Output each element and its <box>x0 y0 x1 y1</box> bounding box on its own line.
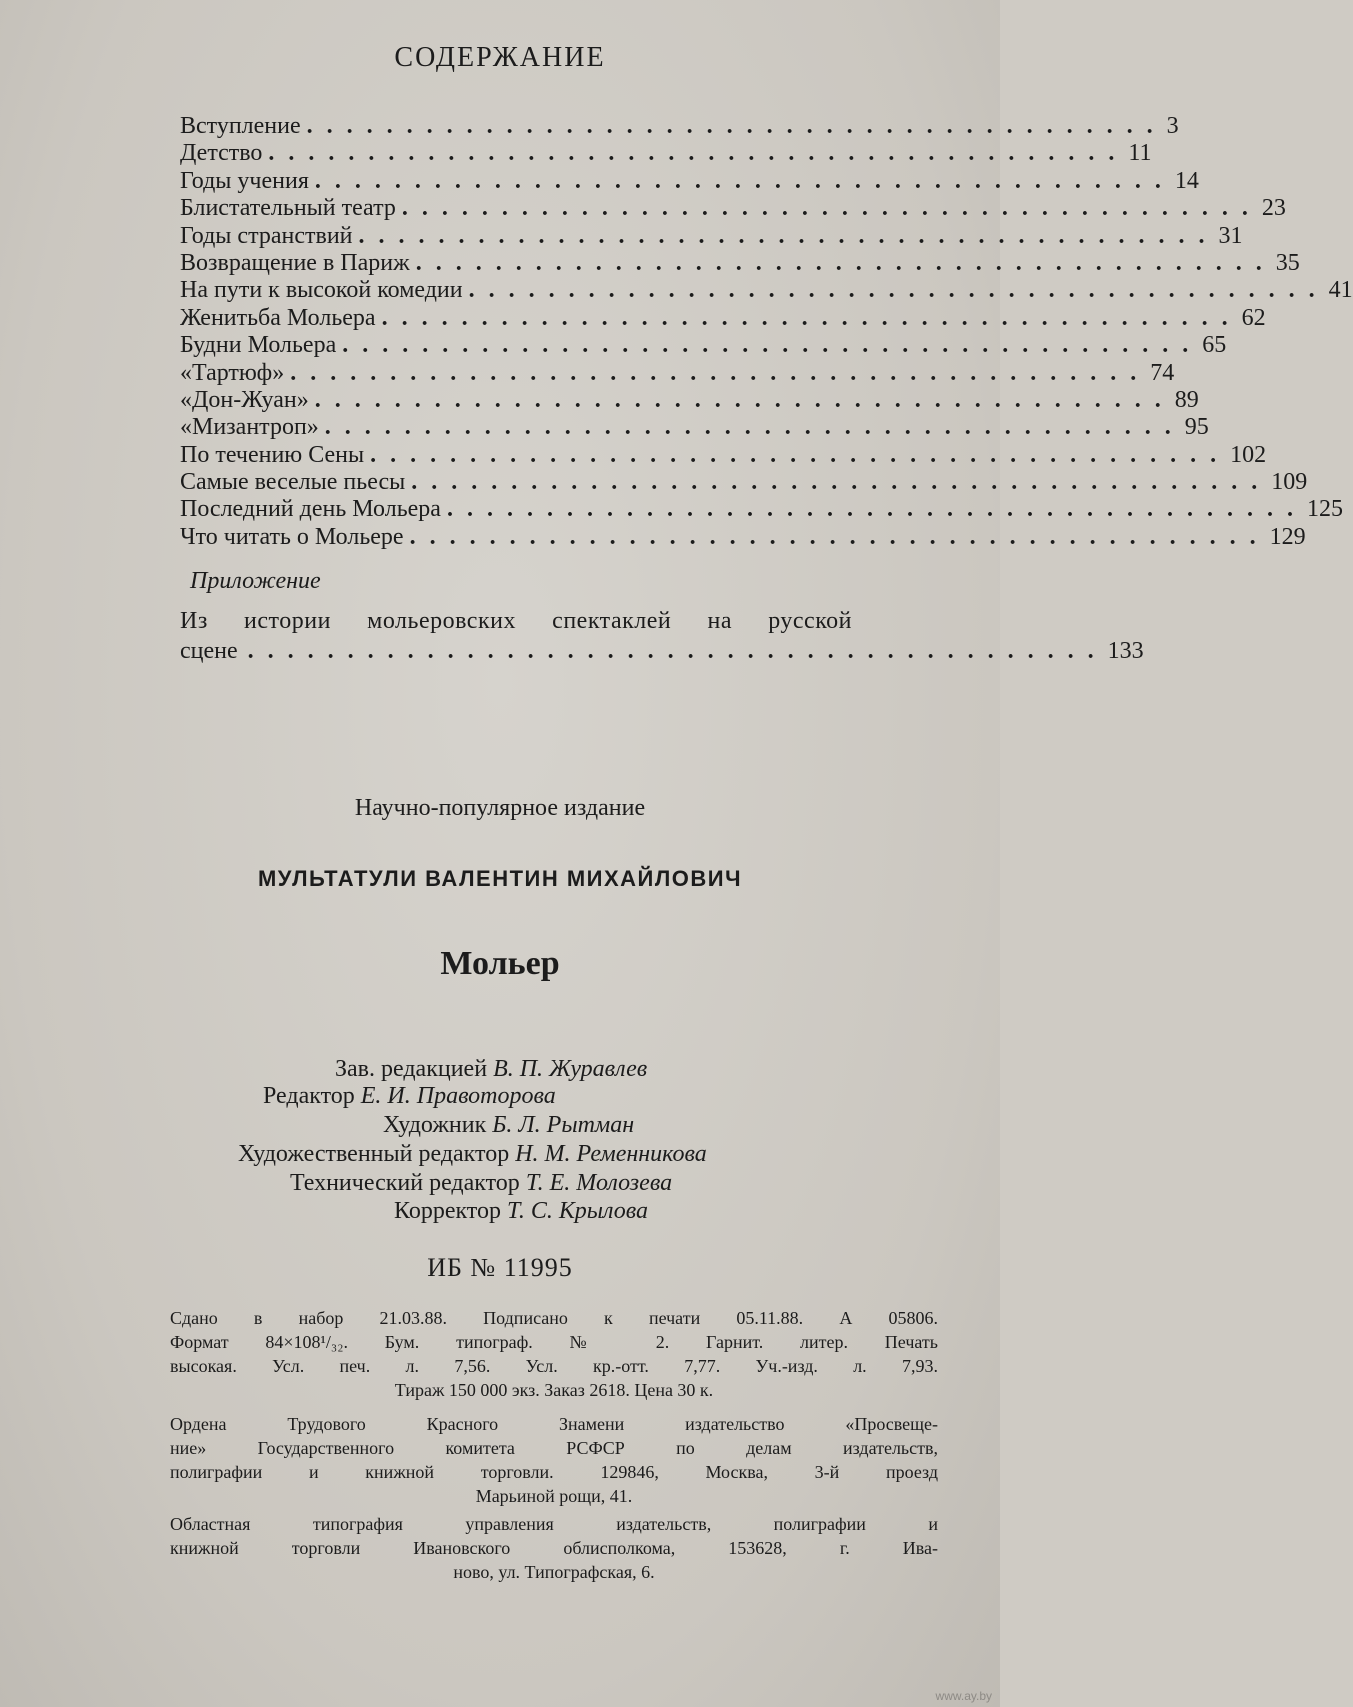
credit-role: Зав. редакцией <box>335 1056 488 1082</box>
toc-entry-page: 65 <box>1202 332 1227 359</box>
credit-name: Б. Л. Рытман <box>492 1112 635 1138</box>
imprint-line: ние» Государственного комитета РСФСР по делам издательств, <box>170 1438 938 1458</box>
credit-line <box>263 1083 556 1110</box>
toc-leader-dots: ........................................... <box>358 222 1219 249</box>
toc-leader-dots: ........................................... <box>342 332 1203 359</box>
toc-entry <box>180 113 1179 140</box>
toc-entry-label: По течению Сены <box>180 441 365 468</box>
credit-role: Художественный редактор <box>238 1141 510 1167</box>
toc-entry-label: Что читать о Мольере <box>180 523 404 550</box>
watermark: www.ay.by <box>935 1689 992 1703</box>
toc-entry-label: Вступление <box>180 113 301 139</box>
printer-info <box>170 1512 938 1584</box>
imprint-line: Тираж 150 000 экз. Заказ 2618. Цена 30 к. <box>394 1380 714 1400</box>
toc-entry <box>180 140 1152 167</box>
toc-leader-dots: ........................................... <box>409 523 1270 550</box>
credit-role: Художник <box>383 1112 487 1138</box>
credit-name: Т. С. Крылова <box>506 1198 649 1224</box>
credit-line <box>335 1056 647 1083</box>
toc-entry-page: 95 <box>1184 414 1209 441</box>
credit-line <box>383 1112 634 1139</box>
toc-leader-dots: ........................................... <box>415 249 1276 276</box>
toc-entry-label: Возвращение в Париж <box>180 249 410 276</box>
toc-entry-label: Детство <box>180 140 263 167</box>
toc-entry <box>180 469 1308 496</box>
toc-entry-label: Блистательный театр <box>180 195 396 222</box>
toc-entry <box>180 277 1353 304</box>
appendix-heading: Приложение <box>190 568 321 594</box>
toc-entry-page: 35 <box>1275 249 1300 276</box>
toc-entry-page: 3 <box>1166 113 1179 139</box>
credit-name: Н. М. Ременникова <box>515 1141 707 1167</box>
edition-type: Научно-популярное издание <box>354 795 646 821</box>
credit-line <box>290 1170 672 1197</box>
toc-heading: СОДЕРЖАНИЕ <box>394 42 606 73</box>
ib-number: ИБ № 11995 <box>427 1253 573 1282</box>
imprint-line: Областная типография управления издательств, полиграфии и <box>170 1514 938 1534</box>
toc-entry-page: 11 <box>1128 140 1152 167</box>
credit-role: Редактор <box>263 1083 355 1109</box>
toc-leader-dots: ........................................... <box>306 113 1167 139</box>
toc-entry-label: Годы учения <box>180 167 309 194</box>
toc-leader-dots: ........................................... <box>314 386 1175 413</box>
toc-entry-label: Последний день Мольера <box>180 496 441 523</box>
toc-entry <box>180 523 1306 551</box>
appendix-entry-line1: Из истории мольеровских спектаклей на русской <box>180 608 852 634</box>
toc-entry-page: 62 <box>1241 304 1266 331</box>
credit-role: Корректор <box>394 1198 501 1224</box>
toc-entry <box>180 195 1286 222</box>
toc-leader-dots: ........................................... <box>324 414 1185 441</box>
toc-leader-dots: ........................................... <box>370 441 1231 468</box>
credit-name: Е. И. Правоторова <box>360 1083 556 1109</box>
credit-name: В. П. Журавлев <box>493 1056 648 1082</box>
toc-entry-page: 23 <box>1261 195 1286 222</box>
toc-entry-label: На пути к высокой комедии <box>180 277 463 304</box>
toc-entry <box>180 386 1199 414</box>
appendix-entry <box>180 638 1144 665</box>
toc-entry-page: 125 <box>1306 496 1343 523</box>
toc-leader-dots: ........................................... <box>446 496 1307 523</box>
toc-leader-dots: ........................................... <box>314 167 1175 194</box>
toc-entry <box>180 167 1199 195</box>
toc-entry-page: 74 <box>1150 359 1175 386</box>
toc-entry-page: 41 <box>1328 277 1353 304</box>
toc-entry-label: Самые веселые пьесы <box>180 469 406 496</box>
toc-leader-dots: ........................................... <box>268 140 1129 167</box>
toc-entry-page: 102 <box>1230 441 1267 468</box>
toc-entry <box>180 441 1267 469</box>
toc-entry <box>180 414 1209 441</box>
imprint-line: ново, ул. Типографская, 6. <box>453 1562 655 1582</box>
imprint-line: Сдано в набор 21.03.88. Подписано к печати 05.11.88. А 05806. <box>170 1308 938 1328</box>
toc-entry-page: 129 <box>1269 523 1306 550</box>
credit-role: Технический редактор <box>290 1170 520 1196</box>
credit-line <box>238 1141 707 1168</box>
toc-leader-dots: ........................................... <box>401 195 1262 222</box>
toc-entry-label: «Тартюф» <box>180 359 285 386</box>
toc-entry-label: Будни Мольера <box>180 332 337 359</box>
toc-entry <box>180 304 1266 332</box>
credit-line <box>394 1198 648 1225</box>
toc-entry-page: 31 <box>1218 222 1243 249</box>
toc-entry-label: Годы странствий <box>180 222 353 249</box>
toc-entry-page: 14 <box>1174 167 1199 194</box>
toc-entry <box>180 332 1227 359</box>
toc-entry <box>180 222 1243 250</box>
toc-entry-page: 89 <box>1174 386 1199 413</box>
toc-leader-dots: ........................................... <box>411 469 1272 496</box>
toc-entry-label: «Дон-Жуан» <box>180 386 309 413</box>
toc-entry-label: Женитьба Мольера <box>180 304 376 331</box>
publisher-info <box>170 1412 938 1508</box>
imprint-line: Марьиной рощи, 41. <box>475 1486 633 1506</box>
book-title: Мольер <box>440 945 560 982</box>
imprint-line: полиграфии и книжной торговли. 129846, Москва, 3-й проезд <box>170 1462 938 1482</box>
toc-leader-dots: ........................................... <box>247 638 1108 664</box>
toc-entry <box>180 359 1175 387</box>
appendix-entry-page: 133 <box>1107 638 1144 664</box>
toc-leader-dots: ........................................... <box>290 359 1151 386</box>
appendix-entry-line2: сцене <box>180 638 238 664</box>
toc-leader-dots: ........................................... <box>381 304 1242 331</box>
author-name: МУЛЬТАТУЛИ ВАЛЕНТИН МИХАЙЛОВИЧ <box>257 866 743 891</box>
imprint-line: Формат 84×108¹/₃₂. Бум. типограф. № 2. Гарнит. литер. Печать <box>170 1332 938 1352</box>
toc-leader-dots: ........................................... <box>468 277 1329 304</box>
toc-entry-page: 109 <box>1271 469 1308 496</box>
toc-entry <box>180 496 1343 523</box>
imprint-line: высокая. Усл. печ. л. 7,56. Усл. кр.-отт. 7,77. Уч.-изд. л. 7,93. <box>170 1356 938 1376</box>
toc-entry-label: «Мизантроп» <box>180 414 319 441</box>
imprint-line: книжной торговли Ивановского облисполкома, 153628, г. Ива- <box>170 1538 938 1558</box>
table-of-contents <box>180 113 1353 551</box>
toc-entry <box>180 249 1300 277</box>
imprint-line: Ордена Трудового Красного Знамени издательство «Просвеще- <box>170 1414 938 1434</box>
print-data <box>170 1306 938 1402</box>
credit-name: Т. Е. Молозева <box>525 1170 673 1196</box>
